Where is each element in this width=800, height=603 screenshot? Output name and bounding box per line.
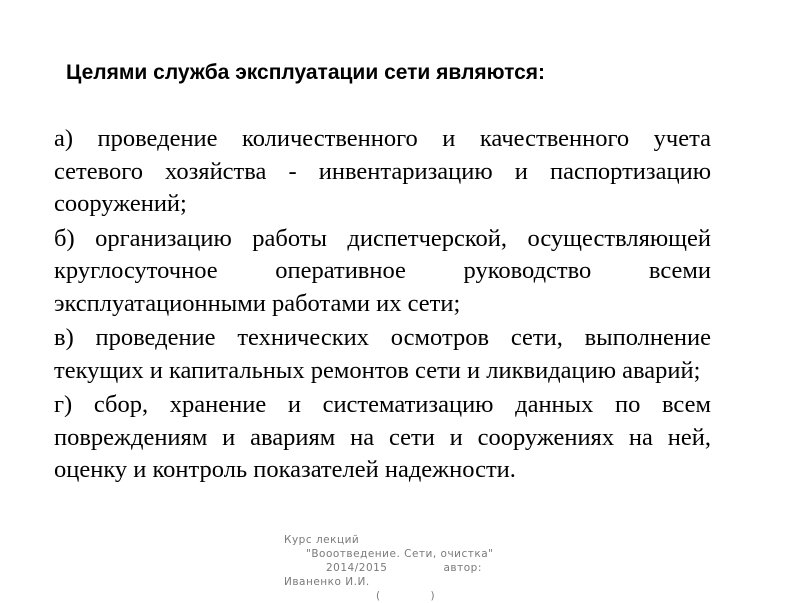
list-item-c: в) проведение технических осмотров сети, выполнение текущих и капитальных ремонтов сети и ликвидацию аварий; bbox=[54, 324, 711, 384]
list-item-d: г) сбор, хранение и систематизацию данных по всем повреждениям и авариям на сети и сооружениях на ней, оценку и контроль показателей надежности. bbox=[54, 391, 711, 483]
footer-course-title: "Вооотведение. Сети, очистка" bbox=[306, 548, 494, 560]
slide-heading: Целями служба эксплуатации сети являются: bbox=[66, 61, 546, 84]
list-item-b: б) организацию работы диспетчерской, осуществляющей круглосуточное оперативное руководство всеми эксплуатационными работами их сети; bbox=[54, 224, 711, 317]
footer-course-label: Курс лекций bbox=[284, 534, 360, 546]
slide-body bbox=[54, 123, 711, 489]
footer-year-row bbox=[284, 561, 614, 575]
footer-author: Иваненко И.И. bbox=[284, 576, 370, 588]
footer-cut-line: ( ) bbox=[376, 590, 436, 602]
list-item-a: а) проведение количественного и качественного учета сетевого хозяйства - инвентаризацию и паспортизацию сооружений; bbox=[54, 125, 711, 217]
footer-author-label: автор: bbox=[443, 562, 482, 574]
slide-footer bbox=[284, 533, 614, 602]
footer-year: 2014/2015 bbox=[326, 562, 388, 574]
